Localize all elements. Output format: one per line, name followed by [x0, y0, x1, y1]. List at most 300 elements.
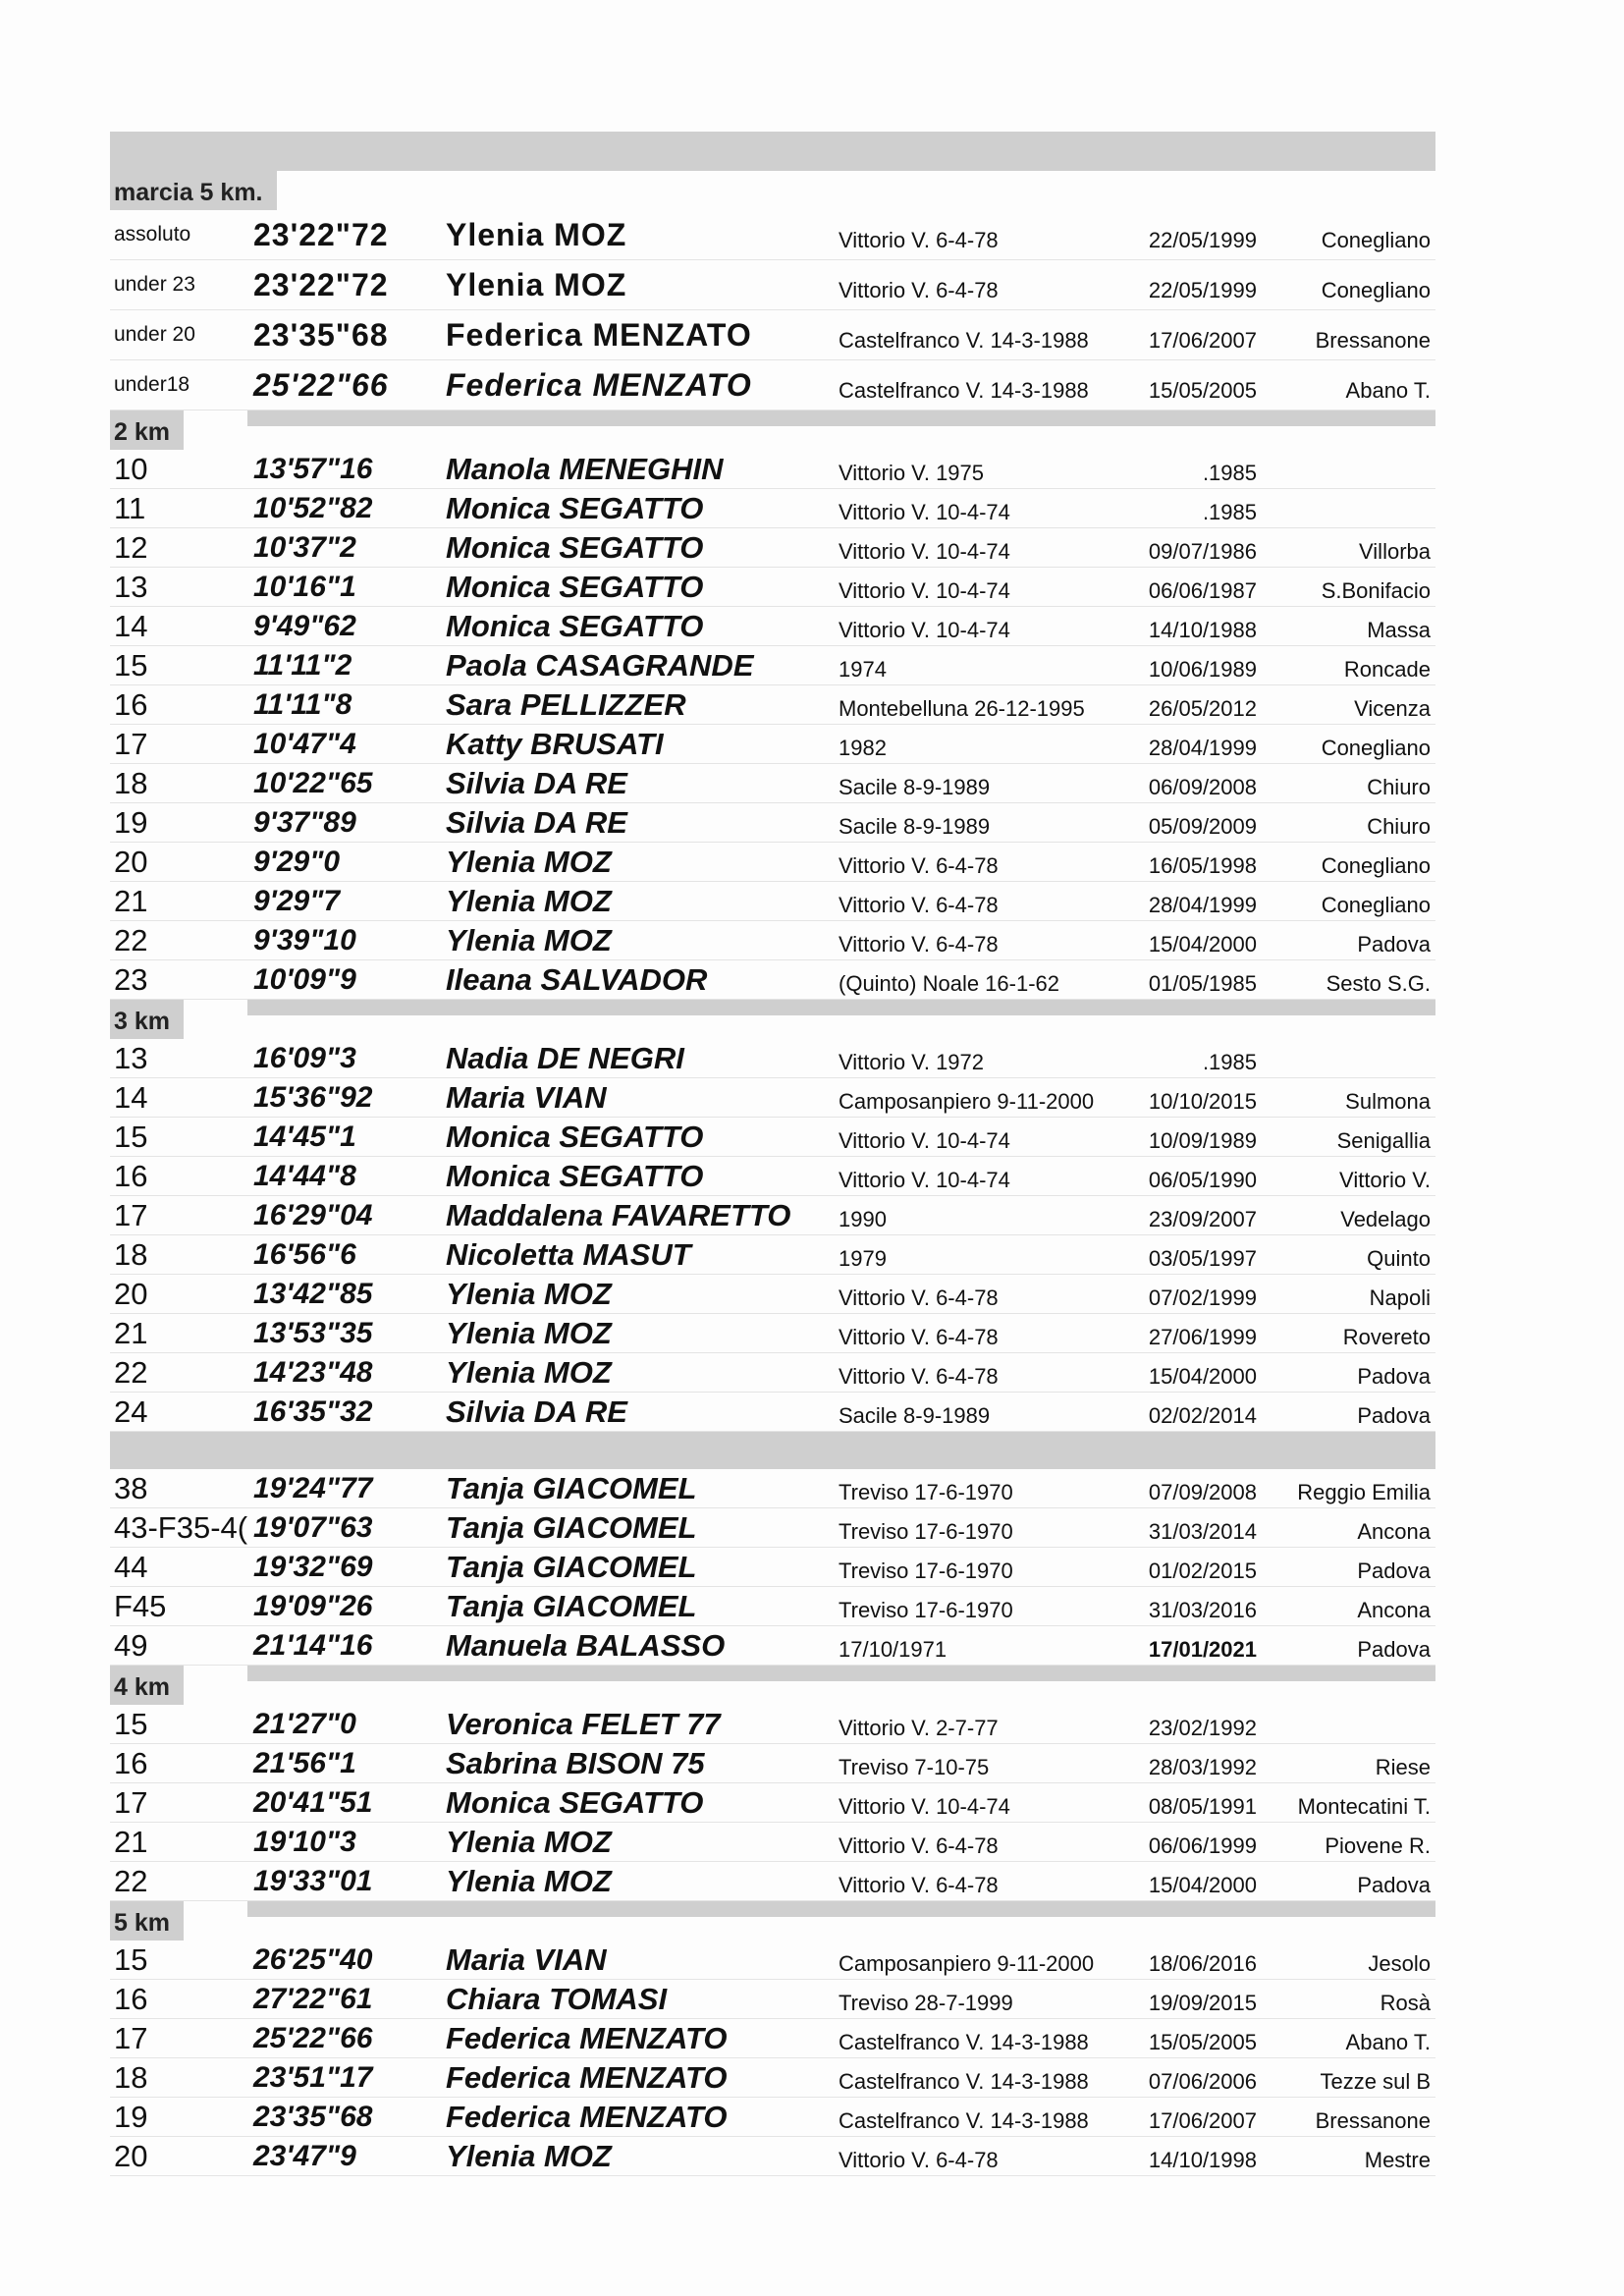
record-place: Conegliano	[1321, 853, 1431, 878]
birth-info: 1990	[839, 1207, 887, 1231]
record-time: 9'29"0	[253, 846, 341, 878]
record-row	[110, 1275, 1435, 1314]
record-place: Villorba	[1359, 539, 1431, 564]
record-row	[110, 1039, 1435, 1078]
record-row	[110, 1078, 1435, 1118]
record-date: 15/04/2000	[1148, 1364, 1257, 1389]
record-date: 23/02/1992	[1148, 1716, 1257, 1740]
age-category: 15	[114, 1942, 148, 1977]
athlete-name: Maddalena FAVARETTO	[446, 1198, 791, 1232]
record-place: Sulmona	[1345, 1089, 1431, 1114]
section-header	[110, 171, 1435, 210]
birth-info: Vittorio V. 6-4-78	[839, 228, 999, 252]
record-place: Vittorio V.	[1339, 1168, 1431, 1192]
record-time: 25'22"66	[253, 2022, 373, 2054]
record-row	[110, 960, 1435, 1000]
record-place: Montecatini T.	[1297, 1794, 1431, 1819]
birth-info: Treviso 17-6-1970	[839, 1558, 1013, 1583]
athlete-name: Tanja GIACOMEL	[446, 1510, 697, 1545]
birth-info: Castelfranco V. 14-3-1988	[839, 2069, 1089, 2094]
record-place: Mestre	[1364, 2148, 1431, 2172]
record-time: 21'27"0	[253, 1708, 356, 1740]
record-date: 22/05/1999	[1148, 228, 1257, 252]
record-place: Conegliano	[1321, 228, 1431, 252]
record-time: 15'36"92	[253, 1081, 373, 1114]
age-category: 22	[114, 1355, 148, 1390]
athlete-name: Monica SEGATTO	[446, 491, 704, 525]
age-category: 16	[114, 1746, 148, 1780]
athlete-name: Silvia DA RE	[446, 766, 627, 800]
age-category: 10	[114, 452, 148, 486]
section-band	[247, 1000, 1435, 1015]
age-category: 15	[114, 648, 148, 683]
age-category: 44	[114, 1550, 148, 1584]
record-time: 14'23"48	[253, 1356, 373, 1389]
birth-info: 1982	[839, 736, 887, 760]
record-date: 15/04/2000	[1148, 932, 1257, 957]
birth-info: Vittorio V. 6-4-78	[839, 2148, 999, 2172]
record-time: 20'41"51	[253, 1786, 373, 1819]
record-date: 17/06/2007	[1148, 2108, 1257, 2133]
record-place: Padova	[1357, 1403, 1431, 1428]
record-row	[110, 360, 1435, 410]
record-time: 16'56"6	[253, 1238, 356, 1271]
birth-info: 17/10/1971	[839, 1637, 947, 1662]
record-place: Senigallia	[1336, 1128, 1431, 1153]
record-time: 23'35"68	[253, 317, 389, 353]
record-place: Riese	[1375, 1755, 1431, 1779]
section-separator	[110, 1432, 1435, 1469]
age-category: 15	[114, 1120, 148, 1154]
athlete-name: Ylenia MOZ	[446, 1864, 612, 1898]
record-date: 07/09/2008	[1148, 1480, 1257, 1504]
record-time: 9'29"7	[253, 885, 341, 917]
record-time: 10'37"2	[253, 531, 356, 564]
athlete-name: Ylenia MOZ	[446, 1355, 612, 1390]
age-category: under 23	[114, 273, 195, 296]
record-date: 10/09/1989	[1148, 1128, 1257, 1153]
record-place: Bressanone	[1315, 2108, 1431, 2133]
record-date: 15/04/2000	[1148, 1873, 1257, 1897]
athlete-name: Ylenia MOZ	[446, 1316, 612, 1350]
record-row	[110, 1783, 1435, 1823]
record-place: Massa	[1367, 618, 1431, 642]
age-category: 22	[114, 923, 148, 957]
record-row	[110, 1353, 1435, 1393]
record-row	[110, 1744, 1435, 1783]
birth-info: Camposanpiero 9-11-2000	[839, 1089, 1095, 1114]
athlete-name: Federica MENZATO	[446, 2021, 728, 2055]
record-place: Rosà	[1380, 1991, 1431, 2015]
record-time: 9'37"89	[253, 806, 356, 839]
record-date: .1985	[1202, 1050, 1257, 1074]
athlete-name: Ylenia MOZ	[446, 923, 612, 957]
birth-info: Sacile 8-9-1989	[839, 1403, 991, 1428]
athlete-name: Manuela BALASSO	[446, 1628, 726, 1663]
record-date: 02/02/2014	[1148, 1403, 1257, 1428]
record-place: Vedelago	[1340, 1207, 1431, 1231]
record-date: 23/09/2007	[1148, 1207, 1257, 1231]
record-date: 06/06/1987	[1148, 578, 1257, 603]
birth-info: Camposanpiero 9-11-2000	[839, 1951, 1095, 1976]
athlete-name: Paola CASAGRANDE	[446, 648, 754, 683]
age-category: F45	[114, 1589, 167, 1623]
record-time: 10'16"1	[253, 571, 356, 603]
record-time: 10'47"4	[253, 728, 356, 760]
birth-info: Vittorio V. 6-4-78	[839, 1364, 999, 1389]
record-row	[110, 725, 1435, 764]
record-date: .1985	[1202, 461, 1257, 485]
athlete-name: Ylenia MOZ	[446, 884, 612, 918]
athlete-name: Ylenia MOZ	[446, 1825, 612, 1859]
birth-info: Sacile 8-9-1989	[839, 775, 991, 799]
record-time: 23'47"9	[253, 2140, 356, 2172]
age-category: 21	[114, 1825, 148, 1859]
birth-info: 1974	[839, 657, 887, 682]
athlete-name: Federica MENZATO	[446, 2100, 728, 2134]
record-date: 28/03/1992	[1148, 1755, 1257, 1779]
record-date: 31/03/2016	[1148, 1598, 1257, 1622]
birth-info: Vittorio V. 6-4-78	[839, 893, 999, 917]
record-row	[110, 1157, 1435, 1196]
record-time: 10'22"65	[253, 767, 373, 799]
birth-info: Vittorio V. 10-4-74	[839, 578, 1010, 603]
record-row	[110, 528, 1435, 568]
record-place: Abano T.	[1345, 2030, 1431, 2054]
record-row	[110, 882, 1435, 921]
age-category: 19	[114, 805, 148, 840]
birth-info: Treviso 17-6-1970	[839, 1519, 1013, 1544]
record-date: 08/05/1991	[1148, 1794, 1257, 1819]
record-date: 06/05/1990	[1148, 1168, 1257, 1192]
section-label: 5 km	[110, 1901, 184, 1941]
birth-info: Castelfranco V. 14-3-1988	[839, 2030, 1089, 2054]
record-row	[110, 489, 1435, 528]
record-row	[110, 2058, 1435, 2098]
age-category: 12	[114, 530, 148, 565]
birth-info: Vittorio V. 2-7-77	[839, 1716, 999, 1740]
section-label: 4 km	[110, 1666, 184, 1705]
record-row	[110, 843, 1435, 882]
record-time: 13'42"85	[253, 1278, 373, 1310]
age-category: 21	[114, 884, 148, 918]
record-row	[110, 260, 1435, 310]
record-place: Conegliano	[1321, 278, 1431, 302]
athlete-name: Silvia DA RE	[446, 805, 627, 840]
athlete-name: Tanja GIACOMEL	[446, 1589, 697, 1623]
record-place: Piovene R.	[1325, 1833, 1431, 1858]
record-place: Chiuro	[1367, 814, 1431, 839]
record-time: 16'09"3	[253, 1042, 356, 1074]
record-date: 17/06/2007	[1148, 328, 1257, 353]
birth-info: Sacile 8-9-1989	[839, 814, 991, 839]
age-category: 16	[114, 1982, 148, 2016]
record-row	[110, 2098, 1435, 2137]
birth-info: Vittorio V. 10-4-74	[839, 1168, 1010, 1192]
athlete-name: Maria VIAN	[446, 1942, 607, 1977]
age-category: 21	[114, 1316, 148, 1350]
record-date: .1985	[1202, 500, 1257, 524]
record-row	[110, 1862, 1435, 1901]
record-time: 19'24"77	[253, 1472, 373, 1504]
record-time: 10'09"9	[253, 963, 356, 996]
record-time: 16'35"32	[253, 1395, 373, 1428]
birth-info: Vittorio V. 6-4-78	[839, 932, 999, 957]
record-row	[110, 607, 1435, 646]
record-time: 19'10"3	[253, 1826, 356, 1858]
record-row	[110, 2019, 1435, 2058]
record-time: 25'22"66	[253, 367, 389, 403]
birth-info: Vittorio V. 10-4-74	[839, 1128, 1010, 1153]
record-row	[110, 1626, 1435, 1666]
age-category: 17	[114, 2021, 148, 2055]
record-date: 10/10/2015	[1148, 1089, 1257, 1114]
age-category: 17	[114, 727, 148, 761]
record-time: 21'56"1	[253, 1747, 356, 1779]
section-label: marcia 5 km.	[110, 171, 277, 210]
record-row	[110, 2137, 1435, 2176]
record-time: 14'45"1	[253, 1121, 356, 1153]
record-row	[110, 1548, 1435, 1587]
record-place: Sesto S.G.	[1326, 971, 1431, 996]
records-table	[110, 132, 1435, 2176]
age-category: 17	[114, 1785, 148, 1820]
age-category: 24	[114, 1394, 148, 1429]
record-date: 17/01/2021	[1148, 1637, 1257, 1662]
birth-info: Vittorio V. 6-4-78	[839, 1873, 999, 1897]
record-time: 9'49"62	[253, 610, 356, 642]
age-category: 16	[114, 687, 148, 722]
record-place: Roncade	[1343, 657, 1431, 682]
record-date: 19/09/2015	[1148, 1991, 1257, 2015]
record-place: Padova	[1357, 932, 1431, 957]
athlete-name: Katty BRUSATI	[446, 727, 664, 761]
age-category: under 20	[114, 323, 195, 346]
age-category: 20	[114, 2139, 148, 2173]
record-row	[110, 685, 1435, 725]
age-category: 20	[114, 845, 148, 879]
record-row	[110, 1980, 1435, 2019]
athlete-name: Ylenia MOZ	[446, 2139, 612, 2173]
age-category: 20	[114, 1277, 148, 1311]
record-row	[110, 568, 1435, 607]
athlete-name: Ylenia MOZ	[446, 1277, 612, 1311]
age-category: 18	[114, 766, 148, 800]
record-date: 15/05/2005	[1148, 2030, 1257, 2054]
record-time: 19'07"63	[253, 1511, 373, 1544]
record-place: Jesolo	[1368, 1951, 1431, 1976]
athlete-name: Federica MENZATO	[446, 2060, 728, 2095]
record-place: Ancona	[1357, 1519, 1431, 1544]
record-place: Reggio Emilia	[1297, 1480, 1431, 1504]
birth-info: Treviso 7-10-75	[839, 1755, 990, 1779]
athlete-name: Sara PELLIZZER	[446, 687, 686, 722]
athlete-name: Nadia DE NEGRI	[446, 1041, 684, 1075]
record-row	[110, 1314, 1435, 1353]
record-time: 13'57"16	[253, 453, 373, 485]
athlete-name: Monica SEGATTO	[446, 570, 704, 604]
record-row	[110, 921, 1435, 960]
record-place: Abano T.	[1345, 378, 1431, 403]
record-row	[110, 1508, 1435, 1548]
record-date: 06/09/2008	[1148, 775, 1257, 799]
age-category: 17	[114, 1198, 148, 1232]
age-category: assoluto	[114, 223, 191, 246]
athlete-name: Federica MENZATO	[446, 367, 752, 403]
record-time: 16'29"04	[253, 1199, 373, 1231]
athlete-name: Nicoletta MASUT	[446, 1237, 691, 1272]
birth-info: Castelfranco V. 14-3-1988	[839, 378, 1089, 403]
age-category: 15	[114, 1707, 148, 1741]
record-place: Rovereto	[1342, 1325, 1431, 1349]
record-place: Padova	[1357, 1873, 1431, 1897]
record-date: 06/06/1999	[1148, 1833, 1257, 1858]
record-row	[110, 1823, 1435, 1862]
birth-info: (Quinto) Noale 16-1-62	[839, 971, 1060, 996]
section-header	[110, 410, 1435, 450]
athlete-name: Federica MENZATO	[446, 317, 752, 353]
record-date: 14/10/1998	[1148, 2148, 1257, 2172]
record-place: Padova	[1357, 1364, 1431, 1389]
record-place: Chiuro	[1367, 775, 1431, 799]
record-row	[110, 1235, 1435, 1275]
athlete-name: Monica SEGATTO	[446, 1785, 704, 1820]
record-date: 05/09/2009	[1148, 814, 1257, 839]
athlete-name: Ylenia MOZ	[446, 217, 627, 252]
section-label: 3 km	[110, 1000, 184, 1039]
record-row	[110, 1393, 1435, 1432]
record-time: 19'32"69	[253, 1551, 373, 1583]
birth-info: Vittorio V. 10-4-74	[839, 500, 1010, 524]
age-category: 13	[114, 570, 148, 604]
athlete-name: Veronica FELET 77	[446, 1707, 721, 1741]
record-date: 28/04/1999	[1148, 736, 1257, 760]
record-time: 10'52"82	[253, 492, 373, 524]
record-place: Tezze sul B	[1320, 2069, 1431, 2094]
record-time: 27'22"61	[253, 1983, 373, 2015]
record-place: Bressanone	[1315, 328, 1431, 353]
record-date: 18/06/2016	[1148, 1951, 1257, 1976]
record-date: 01/05/1985	[1148, 971, 1257, 996]
record-date: 26/05/2012	[1148, 696, 1257, 721]
record-place: S.Bonifacio	[1321, 578, 1431, 603]
record-time: 19'33"01	[253, 1865, 373, 1897]
record-row	[110, 210, 1435, 260]
athlete-name: Tanja GIACOMEL	[446, 1550, 697, 1584]
athlete-name: Maria VIAN	[446, 1080, 607, 1115]
record-row	[110, 1118, 1435, 1157]
record-time: 11'11"2	[253, 649, 352, 682]
athlete-name: Monica SEGATTO	[446, 609, 704, 643]
birth-info: Treviso 28-7-1999	[839, 1991, 1013, 2015]
record-time: 11'11"8	[253, 688, 352, 721]
record-time: 19'09"26	[253, 1590, 373, 1622]
athlete-name: Ylenia MOZ	[446, 267, 627, 302]
header-band	[110, 132, 1435, 171]
record-row	[110, 1941, 1435, 1980]
record-date: 07/06/2006	[1148, 2069, 1257, 2094]
birth-info: Vittorio V. 6-4-78	[839, 1833, 999, 1858]
record-row	[110, 1196, 1435, 1235]
record-place: Conegliano	[1321, 893, 1431, 917]
record-time: 23'22"72	[253, 267, 389, 302]
birth-info: Castelfranco V. 14-3-1988	[839, 2108, 1089, 2133]
birth-info: Vittorio V. 1975	[839, 461, 985, 485]
birth-info: Vittorio V. 10-4-74	[839, 1794, 1010, 1819]
record-time: 26'25"40	[253, 1943, 373, 1976]
age-category: 43-F35-4(	[114, 1510, 248, 1545]
age-category: 16	[114, 1159, 148, 1193]
section-label: 2 km	[110, 410, 184, 450]
record-place: Napoli	[1369, 1285, 1431, 1310]
athlete-name: Silvia DA RE	[446, 1394, 627, 1429]
record-place: Vicenza	[1354, 696, 1431, 721]
section-band	[247, 410, 1435, 426]
record-place: Ancona	[1357, 1598, 1431, 1622]
record-date: 09/07/1986	[1148, 539, 1257, 564]
birth-info: Vittorio V. 1972	[839, 1050, 985, 1074]
age-category: 23	[114, 962, 148, 997]
record-date: 31/03/2014	[1148, 1519, 1257, 1544]
age-category: 38	[114, 1471, 148, 1505]
section-band	[247, 1666, 1435, 1681]
age-category: 18	[114, 2060, 148, 2095]
record-date: 01/02/2015	[1148, 1558, 1257, 1583]
birth-info: Treviso 17-6-1970	[839, 1480, 1013, 1504]
record-time: 23'51"17	[253, 2061, 373, 2094]
age-category: under18	[114, 373, 190, 396]
record-time: 14'44"8	[253, 1160, 356, 1192]
record-date: 28/04/1999	[1148, 893, 1257, 917]
record-date: 14/10/1988	[1148, 618, 1257, 642]
record-time: 13'53"35	[253, 1317, 373, 1349]
birth-info: Vittorio V. 6-4-78	[839, 1285, 999, 1310]
record-row	[110, 310, 1435, 360]
record-row	[110, 450, 1435, 489]
record-time: 23'22"72	[253, 217, 389, 252]
birth-info: Treviso 17-6-1970	[839, 1598, 1013, 1622]
birth-info: Vittorio V. 6-4-78	[839, 853, 999, 878]
record-time: 9'39"10	[253, 924, 356, 957]
birth-info: Vittorio V. 6-4-78	[839, 278, 999, 302]
record-row	[110, 1587, 1435, 1626]
record-place: Quinto	[1367, 1246, 1431, 1271]
record-place: Conegliano	[1321, 736, 1431, 760]
athlete-name: Monica SEGATTO	[446, 1120, 704, 1154]
athlete-name: Tanja GIACOMEL	[446, 1471, 697, 1505]
age-category: 18	[114, 1237, 148, 1272]
athlete-name: Monica SEGATTO	[446, 530, 704, 565]
record-row	[110, 764, 1435, 803]
record-row	[110, 646, 1435, 685]
record-time: 23'35"68	[253, 2101, 373, 2133]
section-header	[110, 1666, 1435, 1705]
record-row	[110, 1705, 1435, 1744]
athlete-name: Monica SEGATTO	[446, 1159, 704, 1193]
record-date: 27/06/1999	[1148, 1325, 1257, 1349]
athlete-name: Ylenia MOZ	[446, 845, 612, 879]
record-row	[110, 1469, 1435, 1508]
age-category: 13	[114, 1041, 148, 1075]
age-category: 22	[114, 1864, 148, 1898]
record-time: 21'14"16	[253, 1629, 373, 1662]
age-category: 14	[114, 609, 148, 643]
age-category: 14	[114, 1080, 148, 1115]
section-header	[110, 1000, 1435, 1039]
record-date: 16/05/1998	[1148, 853, 1257, 878]
record-place: Padova	[1357, 1637, 1431, 1662]
record-date: 22/05/1999	[1148, 278, 1257, 302]
